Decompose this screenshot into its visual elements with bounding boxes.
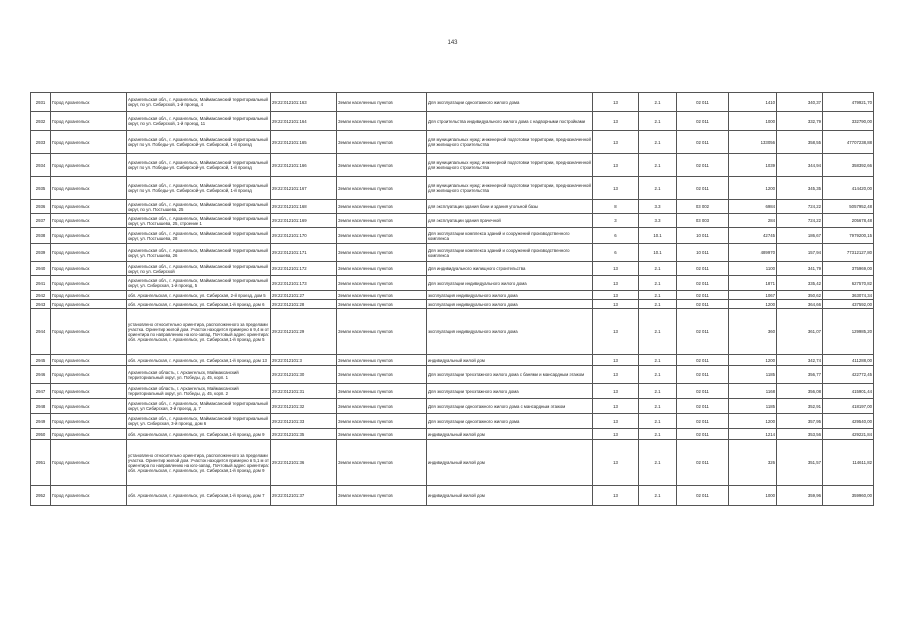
cell-land-category: Земли населенных пунктов (337, 440, 427, 486)
cell-specific-value: 351,57 (777, 440, 823, 486)
cell-permitted-use: эксплуатация индивидуального жилого дома (427, 309, 593, 355)
cell-cadastral-number: 29:22:012101:170 (271, 228, 337, 244)
cell-permitted-use: Для эксплуатации комплекса зданий и сооружений производственного комплекса (427, 244, 593, 262)
cell-row-number: 2938 (31, 228, 51, 244)
cell-municipality: Город Архангельск (51, 214, 127, 228)
cell-zone-number: 6 (593, 228, 639, 244)
cell-municipality: Город Архангельск (51, 276, 127, 291)
cell-specific-value: 358,55 (777, 131, 823, 154)
cell-address: Архангельская обл., г. Архангельск, Маймаксанский территориальный округ по ул. Победы-ул. Сибирской-ул. Сибирской, 1-й проезд (127, 177, 271, 200)
cell-land-category: Земли населенных пунктов (337, 93, 427, 112)
cell-specific-value: 356,08 (777, 384, 823, 399)
table-row (31, 112, 874, 131)
cell-municipality: Город Архангельск (51, 440, 127, 486)
cell-permitted-use: Для эксплуатации индивидуального жилого дома (427, 276, 593, 291)
cell-cadastral-number: 29:22:012101:31 (271, 384, 337, 399)
cell-row-number: 2931 (31, 93, 51, 112)
cell-use-code: 2.1 (639, 309, 677, 355)
cell-cadastral-value: 418197,00 (823, 399, 874, 414)
cell-permitted-use: Для эксплуатации одноэтажного жилого дома с мансардным этажом (427, 399, 593, 414)
cell-municipality: Город Архангельск (51, 429, 127, 440)
cell-area: 1168 (729, 384, 777, 399)
cell-address: Архангельская обл., г. Архангельск, Маймаксанский территориальный округ, по ул. Сибирской (127, 262, 271, 276)
cell-specific-value: 332,79 (777, 112, 823, 131)
cell-cadastral-number: 29:22:012101:172 (271, 262, 337, 276)
cell-use-kind-code: 02 011 (677, 93, 729, 112)
cell-cadastral-value: 114611,82 (823, 440, 874, 486)
cell-municipality: Город Архангельск (51, 300, 127, 309)
table-row (31, 355, 874, 366)
cell-use-kind-code: 02 011 (677, 355, 729, 366)
cell-land-category: Земли населенных пунктов (337, 177, 427, 200)
cell-zone-number: 13 (593, 291, 639, 300)
cell-permitted-use: Для эксплуатации трехэтажного жилого дома (427, 384, 593, 399)
cell-use-code: 2.1 (639, 177, 677, 200)
cell-area: 1100 (729, 262, 777, 276)
cell-cadastral-number: 29:22:012101:168 (271, 200, 337, 214)
cell-area: 1039 (729, 154, 777, 177)
cell-municipality: Город Архангельск (51, 177, 127, 200)
cell-row-number: 2952 (31, 486, 51, 506)
cell-land-category: Земли населенных пунктов (337, 131, 427, 154)
table-row (31, 291, 874, 300)
cell-use-code: 2.1 (639, 154, 677, 177)
table-row (31, 399, 874, 414)
cell-zone-number: 13 (593, 486, 639, 506)
cell-specific-value: 335,42 (777, 276, 823, 291)
cell-land-category: Земли населенных пунктов (337, 154, 427, 177)
cell-cadastral-value: 429540,00 (823, 414, 874, 429)
cell-cadastral-value: 627570,82 (823, 276, 874, 291)
page-number: 143 (447, 40, 458, 46)
cell-land-category: Земли населенных пунктов (337, 262, 427, 276)
table-row (31, 244, 874, 262)
cell-row-number: 2943 (31, 300, 51, 309)
cell-row-number: 2946 (31, 366, 51, 384)
cell-cadastral-number: 29:22:012101:171 (271, 244, 337, 262)
cell-use-kind-code: 02 011 (677, 262, 729, 276)
cell-cadastral-number: 29:22:012101:3 (271, 355, 337, 366)
cell-use-code: 2.1 (639, 291, 677, 300)
cell-land-category: Земли населенных пунктов (337, 214, 427, 228)
cell-permitted-use: для муниципальных нужд: инженерной подготовки территории, предназначенной для жилищного строительства (427, 177, 593, 200)
cell-address: Архангельская обл., г. Архангельск, Маймаксанский территориальный округ, по ул. Постышева, 25 (127, 200, 271, 214)
cell-municipality: Город Архангельск (51, 384, 127, 399)
cell-cadastral-number: 29:22:012101:27 (271, 291, 337, 300)
cell-area: 1000 (729, 112, 777, 131)
cell-zone-number: 13 (593, 154, 639, 177)
cell-use-code: 2.1 (639, 429, 677, 440)
cell-row-number: 2941 (31, 276, 51, 291)
cell-land-category: Земли населенных пунктов (337, 228, 427, 244)
cell-use-kind-code: 02 011 (677, 112, 729, 131)
cell-specific-value: 341,79 (777, 262, 823, 276)
cell-cadastral-value: 414420,00 (823, 177, 874, 200)
cell-cadastral-number: 29:22:012101:37 (271, 486, 337, 506)
cell-cadastral-number: 29:22:012101:167 (271, 177, 337, 200)
cell-use-kind-code: 02 011 (677, 429, 729, 440)
cell-address: Архангельская обл., г. Архангельск, Маймаксанский территориальный округ по ул. Победы-ул. Сибирской-ул. Сибирской, 1-й проезд (127, 131, 271, 154)
cell-use-code: 2.1 (639, 355, 677, 366)
cell-address: Архангельская обл., г. Архангельск, Маймаксанский территориальный округ, ул. Сибирская, 1-й проезд, 5 (127, 276, 271, 291)
cell-permitted-use: Для эксплуатации комплекса зданий и сооружений производственного комплекса (427, 228, 593, 244)
cell-use-kind-code: 02 011 (677, 399, 729, 414)
cell-municipality: Город Архангельск (51, 399, 127, 414)
table-row (31, 262, 874, 276)
cell-cadastral-value: 363074,34 (823, 291, 874, 300)
cell-address: установлено относительно ориентира, расположенного за пределами участка. Ориентир жилой дом. Участок находится примерно в 9,4 м от ориентира по направлению на юго-запад. Почтовый адрес ориентира: обл. Архангельская, г. Архангельск, ул. Сибирская,1-й проезд, дом 5 (127, 309, 271, 355)
cell-area: 1200 (729, 414, 777, 429)
cell-permitted-use: Для эксплуатации трехэтажного жилого дома с банями и мансардным этажом (427, 366, 593, 384)
cell-address: установлено относительно ориентира, расположенного за пределами участка. Ориентир жилой дом. Участок находится примерно в 5,1 м от ориентира по направлению на юго-запад. Почтовый адрес ориентира: обл. Архангельская, г. Архангельск, ул. Сибирская,1-й проезд, дом 9 (127, 440, 271, 486)
cell-zone-number: 13 (593, 262, 639, 276)
cell-zone-number: 13 (593, 177, 639, 200)
cell-use-code: 2.1 (639, 440, 677, 486)
cell-cadastral-value: 129985,20 (823, 309, 874, 355)
cell-zone-number: 13 (593, 93, 639, 112)
cell-address: Архангельская обл., г. Архангельск, Маймаксанский территориальный округ, по ул. Сибирской, 1-й проезд, 11 (127, 112, 271, 131)
cell-use-kind-code: 02 011 (677, 486, 729, 506)
cell-row-number: 2934 (31, 154, 51, 177)
cell-row-number: 2947 (31, 384, 51, 399)
table-row (31, 440, 874, 486)
cell-municipality: Город Архангельск (51, 244, 127, 262)
cell-permitted-use: эксплуатация индивидуального жилого дома (427, 300, 593, 309)
cell-specific-value: 724,22 (777, 214, 823, 228)
cell-permitted-use: индивидуальный жилой дом (427, 429, 593, 440)
cell-municipality: Город Архангельск (51, 262, 127, 276)
cell-specific-value: 357,95 (777, 414, 823, 429)
cell-row-number: 2951 (31, 440, 51, 486)
cell-area: 284 (729, 214, 777, 228)
cell-zone-number: 13 (593, 440, 639, 486)
cell-address: Архангельская обл., г. Архангельск, Маймаксанский территориальный округ, по ул. Сибирской, 1-й проезд, 4 (127, 93, 271, 112)
cell-specific-value: 186,67 (777, 228, 823, 244)
cell-use-kind-code: 02 011 (677, 154, 729, 177)
cell-specific-value: 157,94 (777, 244, 823, 262)
cell-permitted-use: Для строительства индивидуального жилого дома с надворными постройками (427, 112, 593, 131)
cell-row-number: 2945 (31, 355, 51, 366)
cell-municipality: Город Архангельск (51, 366, 127, 384)
table-row (31, 131, 874, 154)
cell-use-code: 2.1 (639, 276, 677, 291)
cell-land-category: Земли населенных пунктов (337, 399, 427, 414)
cell-use-code: 2.1 (639, 262, 677, 276)
table-row (31, 384, 874, 399)
cell-zone-number: 13 (593, 429, 639, 440)
cell-specific-value: 342,74 (777, 355, 823, 366)
cell-row-number: 2940 (31, 262, 51, 276)
cell-row-number: 2932 (31, 112, 51, 131)
cell-cadastral-number: 29:22:012101:30 (271, 366, 337, 384)
cell-area: 1185 (729, 399, 777, 414)
cell-municipality: Город Архангельск (51, 309, 127, 355)
cell-specific-value: 364,66 (777, 300, 823, 309)
cell-cadastral-number: 29:22:012101:173 (271, 276, 337, 291)
cell-address: Архангельская обл., г. Архангельск, Маймаксанский территориальный округ, ул. Постышева, 28 (127, 228, 271, 244)
cell-zone-number: 13 (593, 366, 639, 384)
cell-municipality: Город Архангельск (51, 355, 127, 366)
cell-land-category: Земли населенных пунктов (337, 291, 427, 300)
cell-area: 1000 (729, 486, 777, 506)
cell-cadastral-value: 332790,00 (823, 112, 874, 131)
cell-use-code: 3.3 (639, 214, 677, 228)
cell-cadastral-number: 29:22:012101:35 (271, 429, 337, 440)
cell-permitted-use: индивидуальный жилой дом (427, 486, 593, 506)
cell-land-category: Земли населенных пунктов (337, 384, 427, 399)
cell-permitted-use: эксплуатация индивидуального жилого дома (427, 291, 593, 300)
cell-land-category: Земли населенных пунктов (337, 300, 427, 309)
cell-zone-number: 13 (593, 300, 639, 309)
cell-cadastral-value: 359960,00 (823, 486, 874, 506)
cell-municipality: Город Архангельск (51, 200, 127, 214)
cell-cadastral-value: 422772,45 (823, 366, 874, 384)
cell-area: 1185 (729, 366, 777, 384)
cell-specific-value: 361,07 (777, 309, 823, 355)
cell-land-category: Земли населенных пунктов (337, 486, 427, 506)
cell-cadastral-value: 358392,66 (823, 154, 874, 177)
cell-cadastral-number: 29:22:012101:28 (271, 300, 337, 309)
table-body (31, 93, 874, 506)
cell-use-kind-code: 02 011 (677, 300, 729, 309)
cell-use-kind-code: 02 011 (677, 414, 729, 429)
cell-use-code: 2.1 (639, 112, 677, 131)
table-row (31, 366, 874, 384)
cell-use-kind-code: 02 011 (677, 291, 729, 300)
cell-use-code: 10.1 (639, 244, 677, 262)
cell-municipality: Город Архангельск (51, 228, 127, 244)
cell-specific-value: 353,56 (777, 429, 823, 440)
cell-cadastral-value: 411288,00 (823, 355, 874, 366)
cell-cadastral-number: 29:22:012101:163 (271, 93, 337, 112)
cell-land-category: Земли населенных пунктов (337, 366, 427, 384)
cell-area: 1200 (729, 355, 777, 366)
table-row (31, 228, 874, 244)
cell-address: Архангельская обл., г. Архангельск, Маймаксанский территориальный округ, ул Сибирская, 3-й проезд, д. 7 (127, 399, 271, 414)
cell-zone-number: 3 (593, 214, 639, 228)
cell-land-category: Земли населенных пунктов (337, 244, 427, 262)
cell-row-number: 2948 (31, 399, 51, 414)
cell-row-number: 2944 (31, 309, 51, 355)
cell-cadastral-value: 415901,44 (823, 384, 874, 399)
table-row (31, 429, 874, 440)
cell-permitted-use: для эксплуатации здания бани и здания угольной базы (427, 200, 593, 214)
cell-use-code: 2.1 (639, 414, 677, 429)
cell-specific-value: 344,94 (777, 154, 823, 177)
table-row (31, 154, 874, 177)
cell-zone-number: 13 (593, 131, 639, 154)
cell-area: 326 (729, 440, 777, 486)
cell-use-kind-code: 02 011 (677, 366, 729, 384)
cell-use-kind-code: 02 011 (677, 384, 729, 399)
cell-use-kind-code: 03 002 (677, 200, 729, 214)
cell-address: Архангельская обл., г. Архангельск, Маймаксанский территориальный округ по ул. Победы-ул. Сибирской-ул. Сибирской, 1-й проезд (127, 154, 271, 177)
cell-cadastral-number: 29:22:012101:166 (271, 154, 337, 177)
cell-permitted-use: для муниципальных нужд: инженерной подготовки территории, предназначенной для жилищного строительства (427, 131, 593, 154)
cell-area: 6984 (729, 200, 777, 214)
cell-land-category: Земли населенных пунктов (337, 414, 427, 429)
cell-specific-value: 345,35 (777, 177, 823, 200)
table-row (31, 276, 874, 291)
cell-row-number: 2933 (31, 131, 51, 154)
table-row (31, 486, 874, 506)
cell-row-number: 2950 (31, 429, 51, 440)
cell-permitted-use: для муниципальных нужд: инженерной подготовки территории, предназначенной для жилищного строительства (427, 154, 593, 177)
cell-use-code: 2.1 (639, 366, 677, 384)
cell-cadastral-value: 479921,70 (823, 93, 874, 112)
cell-use-kind-code: 10 011 (677, 228, 729, 244)
cell-municipality: Город Архангельск (51, 486, 127, 506)
cell-specific-value: 356,77 (777, 366, 823, 384)
cell-specific-value: 359,96 (777, 486, 823, 506)
cell-use-kind-code: 02 011 (677, 276, 729, 291)
cell-row-number: 2935 (31, 177, 51, 200)
table-row (31, 200, 874, 214)
cell-address: обл. Архангельская, г. Архангельск, ул. Сибирская,1-й проезд, дом 7 (127, 486, 271, 506)
cell-area: 1200 (729, 300, 777, 309)
cell-cadastral-value: 429221,84 (823, 429, 874, 440)
cell-address: обл. Архангельская, г. Архангельск, ул. Сибирская,1-й проезд, дом 9 (127, 429, 271, 440)
cell-zone-number: 13 (593, 414, 639, 429)
cell-area: 1067 (729, 291, 777, 300)
cell-address: обл. Архангельская, г. Архангельск, ул. Сибирская,1-й проезд, дом 13 (127, 355, 271, 366)
cell-specific-value: 340,37 (777, 93, 823, 112)
cell-area: 1214 (729, 429, 777, 440)
cell-land-category: Земли населенных пунктов (337, 112, 427, 131)
cell-cadastral-value: 77312127,80 (823, 244, 874, 262)
cell-area: 1410 (729, 93, 777, 112)
cell-area: 1200 (729, 177, 777, 200)
cell-cadastral-number: 29:22:012101:36 (271, 440, 337, 486)
cell-use-kind-code: 03 003 (677, 214, 729, 228)
cell-zone-number: 6 (593, 244, 639, 262)
cell-use-kind-code: 02 011 (677, 309, 729, 355)
table-row (31, 93, 874, 112)
cell-land-category: Земли населенных пунктов (337, 276, 427, 291)
cell-area: 1871 (729, 276, 777, 291)
cell-row-number: 2937 (31, 214, 51, 228)
cell-use-kind-code: 02 011 (677, 131, 729, 154)
cell-area: 360 (729, 309, 777, 355)
cell-zone-number: 13 (593, 112, 639, 131)
cell-municipality: Город Архангельск (51, 112, 127, 131)
cell-address: Архангельская обл., г. Архангельск, Маймаксанский территориальный округ, ул. Постышева, 25, строение 1 (127, 214, 271, 228)
cell-permitted-use: для эксплуатации здания прачечной (427, 214, 593, 228)
land-cadastre-table (30, 92, 874, 506)
cell-specific-value: 352,91 (777, 399, 823, 414)
cell-address: обл. Архангельская, г. Архангельск, ул. Сибирская, 2-й проезд, дом 5 (127, 291, 271, 300)
cell-row-number: 2949 (31, 414, 51, 429)
cell-land-category: Земли населенных пунктов (337, 200, 427, 214)
cell-zone-number: 13 (593, 399, 639, 414)
cell-cadastral-number: 29:22:012101:33 (271, 414, 337, 429)
cell-cadastral-value: 5057952,48 (823, 200, 874, 214)
cell-municipality: Город Архангельск (51, 414, 127, 429)
cell-cadastral-number: 29:22:012101:169 (271, 214, 337, 228)
cell-row-number: 2936 (31, 200, 51, 214)
table-row (31, 300, 874, 309)
cell-use-code: 2.1 (639, 131, 677, 154)
cell-use-code: 2.1 (639, 399, 677, 414)
cell-specific-value: 724,22 (777, 200, 823, 214)
table-row (31, 177, 874, 200)
cell-cadastral-number: 29:22:012101:164 (271, 112, 337, 131)
cell-address: обл. Архангельская, г. Архангельск, ул. Сибирская,1-й проезд, дом 6 (127, 300, 271, 309)
cell-cadastral-value: 375969,00 (823, 262, 874, 276)
cell-use-code: 3.3 (639, 200, 677, 214)
cell-row-number: 2939 (31, 244, 51, 262)
cell-permitted-use: Для индивидуального жилищного строительства (427, 262, 593, 276)
cell-municipality: Город Архангельск (51, 131, 127, 154)
cell-permitted-use: Для эксплуатации одноэтажного жилого дома (427, 414, 593, 429)
cell-cadastral-value: 47707238,88 (823, 131, 874, 154)
cell-specific-value: 350,62 (777, 291, 823, 300)
cell-use-code: 2.1 (639, 93, 677, 112)
cell-municipality: Город Архангельск (51, 154, 127, 177)
table-row (31, 309, 874, 355)
table-row (31, 214, 874, 228)
cell-cadastral-value: 7979200,15 (823, 228, 874, 244)
cell-land-category: Земли населенных пунктов (337, 355, 427, 366)
cell-land-category: Земли населенных пунктов (337, 309, 427, 355)
cell-zone-number: 13 (593, 384, 639, 399)
cell-permitted-use: Для эксплуатации одноэтажного жилого дома (427, 93, 593, 112)
cell-area: 133056 (729, 131, 777, 154)
cell-use-kind-code: 02 011 (677, 177, 729, 200)
cell-municipality: Город Архангельск (51, 291, 127, 300)
cell-row-number: 2942 (31, 291, 51, 300)
cell-zone-number: 13 (593, 276, 639, 291)
cell-area: 489970 (729, 244, 777, 262)
cell-address: Архангельская область, г. Архангельск, Маймаксанский территориальный округ, ул. Победы, д. 45, корп. 2 (127, 384, 271, 399)
cell-cadastral-value: 437592,00 (823, 300, 874, 309)
cell-cadastral-number: 29:22:012101:165 (271, 131, 337, 154)
cell-use-kind-code: 10 011 (677, 244, 729, 262)
cell-use-code: 10.1 (639, 228, 677, 244)
cell-address: Архангельская область, г. Архангельск, Маймаксанский территориальный округ, ул. Победы, д. 45, корп. 1 (127, 366, 271, 384)
cell-address: Архангельская обл., г. Архангельск, Маймаксанский территориальный округ, ул. Постышева, 26 (127, 244, 271, 262)
cell-municipality: Город Архангельск (51, 93, 127, 112)
cell-use-kind-code: 02 011 (677, 440, 729, 486)
cell-zone-number: 8 (593, 200, 639, 214)
cell-permitted-use: индивидуальный жилой дом (427, 355, 593, 366)
cell-cadastral-value: 205678,48 (823, 214, 874, 228)
cell-area: 42745 (729, 228, 777, 244)
cell-zone-number: 13 (593, 309, 639, 355)
cell-use-code: 2.1 (639, 384, 677, 399)
cell-permitted-use: индивидуальный жилой дом (427, 440, 593, 486)
cell-cadastral-number: 29:22:012101:32 (271, 399, 337, 414)
cell-use-code: 2.1 (639, 486, 677, 506)
cell-zone-number: 13 (593, 355, 639, 366)
cell-use-code: 2.1 (639, 300, 677, 309)
cell-address: Архангельская обл., г. Архангельск, Маймаксанский территориальный округ, ул. Сибирская, 3-й проезд, дом 6 (127, 414, 271, 429)
table-row (31, 414, 874, 429)
cell-land-category: Земли населенных пунктов (337, 429, 427, 440)
cell-cadastral-number: 29:22:012101:29 (271, 309, 337, 355)
